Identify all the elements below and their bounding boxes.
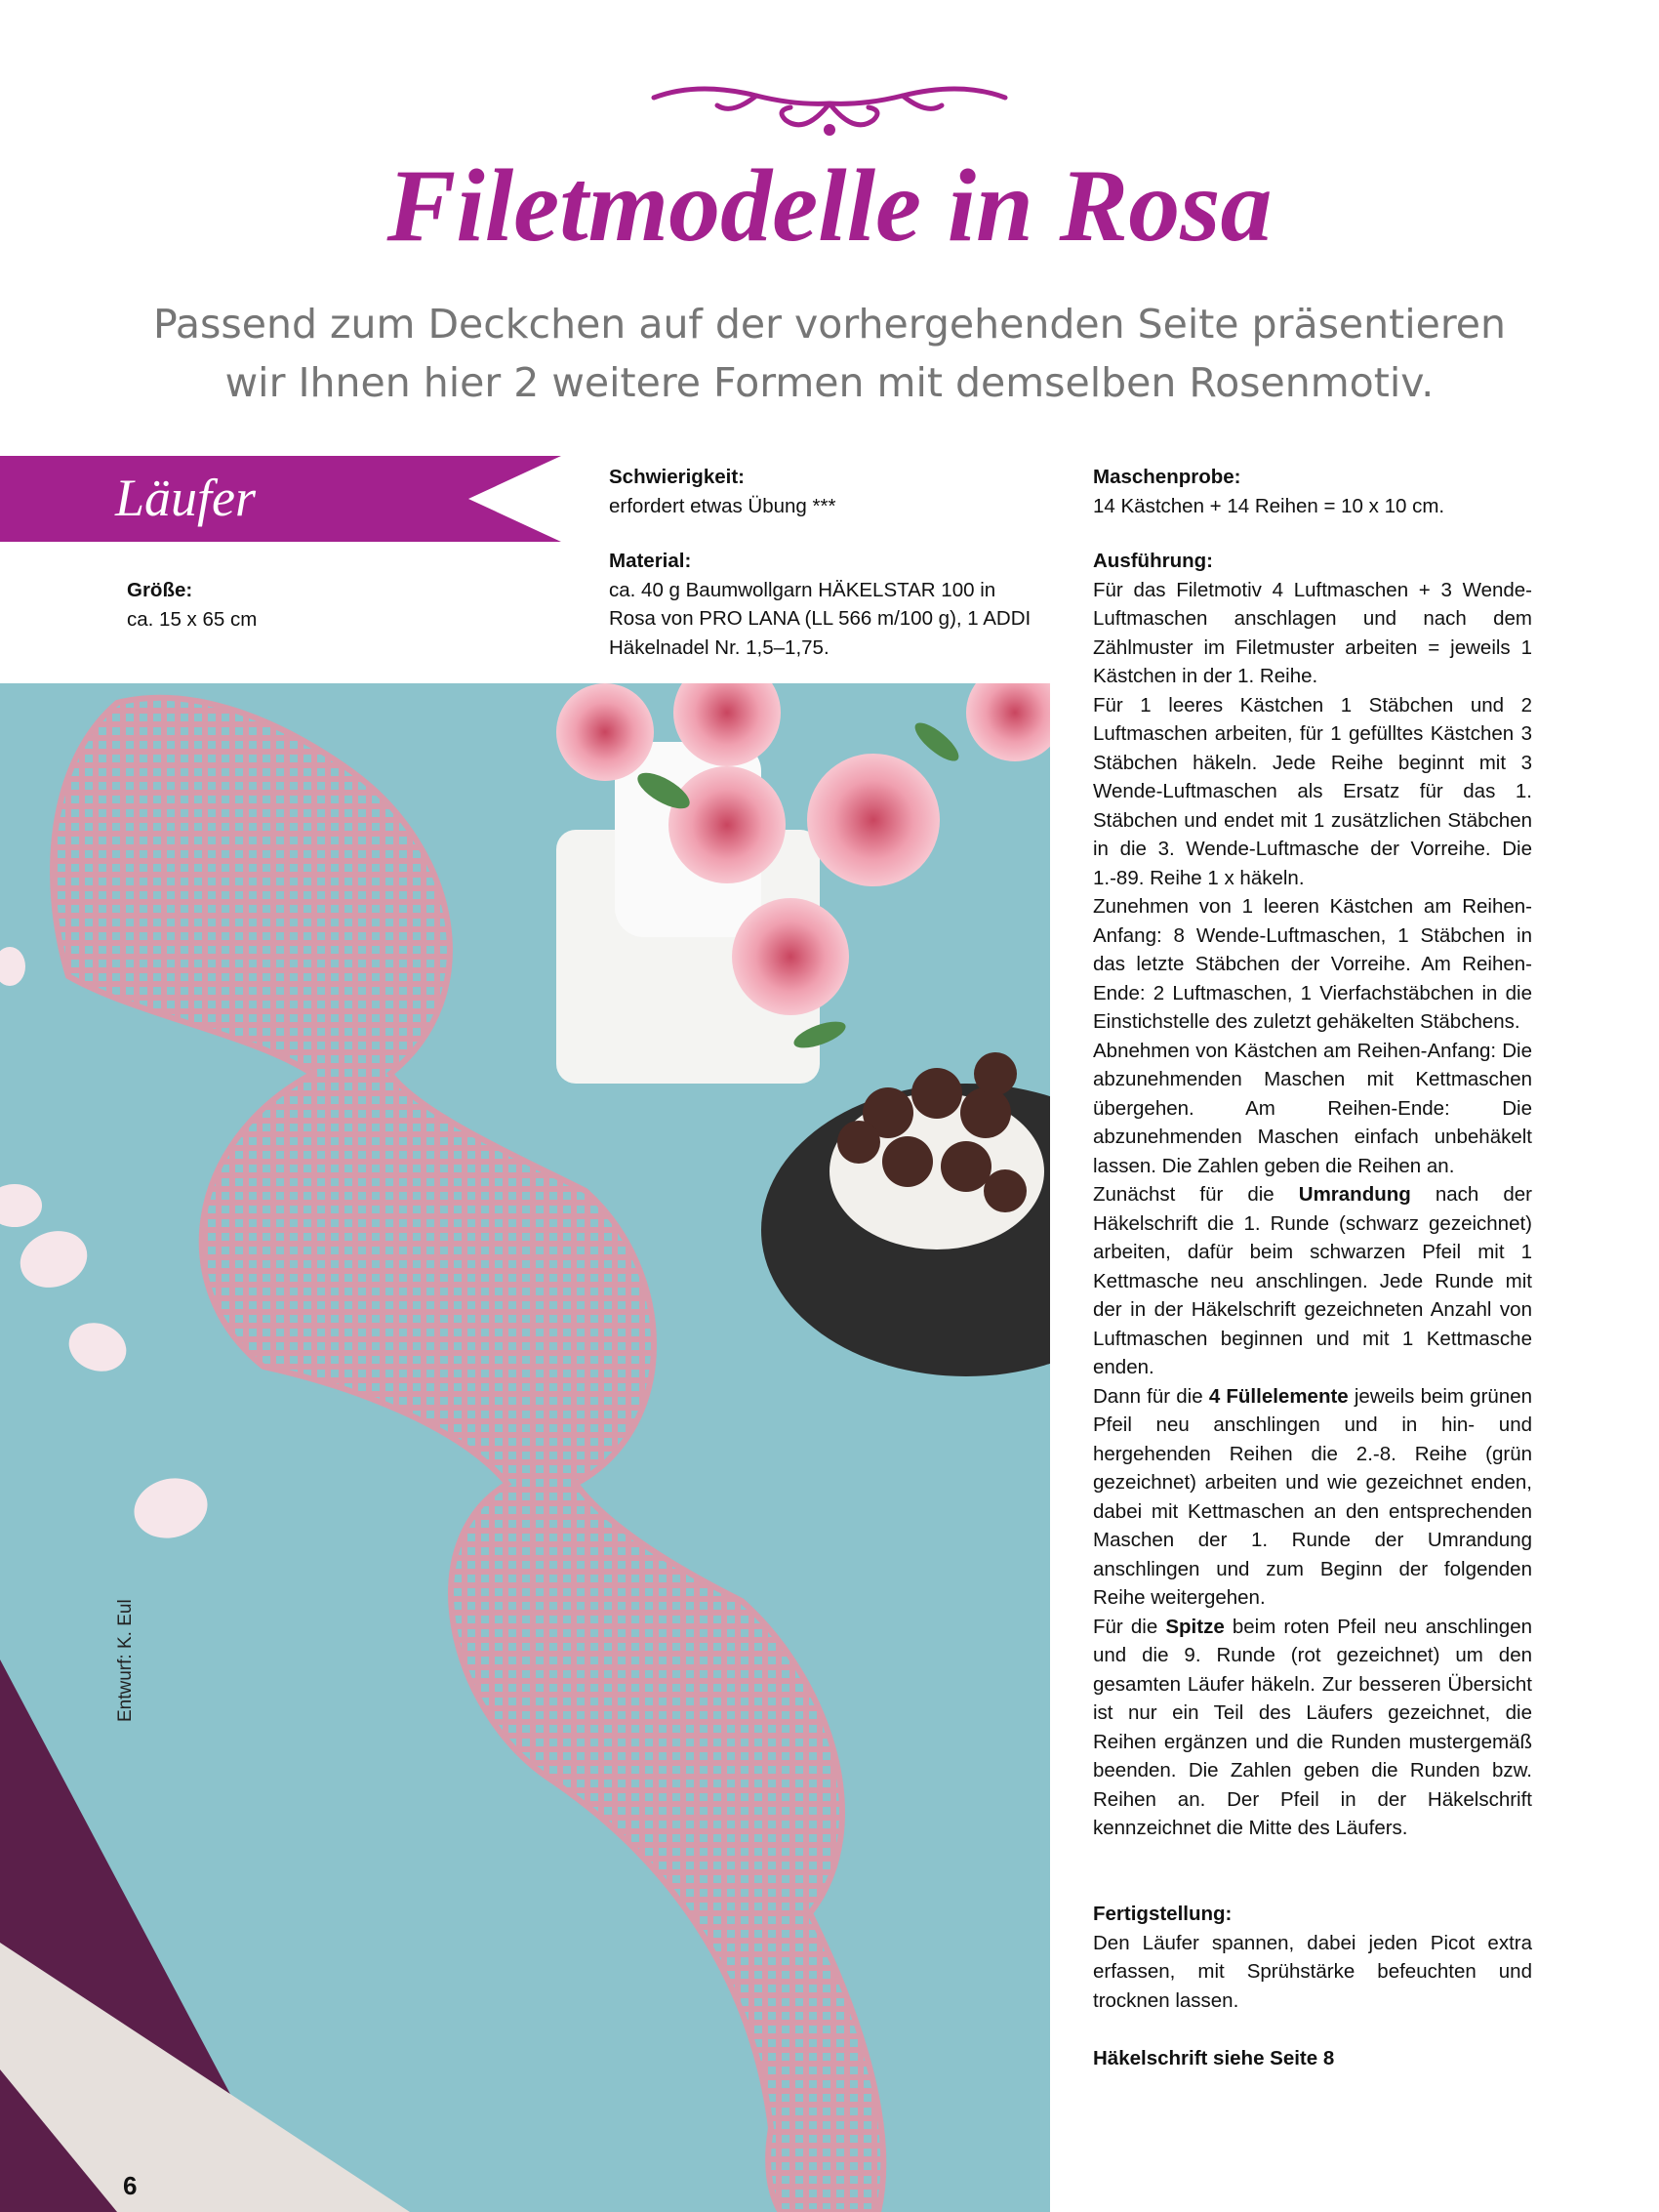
fuellelemente-term: 4 Füllelemente	[1208, 1384, 1349, 1408]
ausfuehrung-heading: Ausführung:	[1093, 550, 1213, 572]
groesse-heading: Größe:	[127, 579, 193, 601]
material-block	[609, 547, 1050, 662]
material-line-3: Häkelnadel Nr. 1,5–1,75.	[609, 635, 830, 659]
material-line-1: ca. 40 g Baumwollgarn HÄKELSTAR 100 in	[609, 578, 996, 601]
maschenprobe-heading: Maschenprobe:	[1093, 466, 1241, 488]
fertigstellung-value: Den Läufer spannen, dabei jeden Picot extra erfassen, mit Sprühstärke befeuchten und trocknen lassen.	[1093, 1931, 1532, 2012]
section-banner	[0, 456, 561, 542]
ausfuehrung-paragraph: Zunächst für die Umrandung nach der Häkelschrift die 1. Runde (schwarz gezeichnet) arbeiten, dafür beim schwarzen Pfeil mit 1 Kettmasche neu anschlingen. Jede Runde mit der in der Häkelschrift gezeichneten Anzahl von Luftmaschen beginnen und mit 1 Kettmasche enden.	[1093, 1183, 1532, 1378]
maschenprobe-value: 14 Kästchen + 14 Reihen = 10 x 10 cm.	[1093, 494, 1445, 517]
section-banner-label: Läufer	[115, 469, 257, 527]
material-line-2: Rosa von PRO LANA (LL 566 m/100 g), 1 ADDI	[609, 607, 1032, 630]
intro-line-2: wir Ihnen hier 2 weitere Formen mit demselben Rosenmotiv.	[224, 359, 1435, 406]
maschenprobe-block	[1093, 463, 1532, 520]
groesse-block	[127, 576, 420, 634]
schwierigkeit-block	[609, 463, 1050, 520]
groesse-value: ca. 15 x 65 cm	[127, 607, 258, 631]
intro-text	[0, 295, 1659, 412]
ausfuehrung-paragraph: Für das Filetmotiv 4 Luftmaschen + 3 Wende-Luftmaschen anschlagen und nach dem Zählmuster im Filetmuster arbeiten = jeweils 1 Kästchen in der 1. Reihe.	[1093, 578, 1532, 687]
ausfuehrung-paragraph: Zunehmen von 1 leeren Kästchen am Reihen-Anfang: 8 Wende-Luftmaschen, 1 Stäbchen in das letzte Stäbchen der Vorreihe. Am Reihen-Ende: 2 Luftmaschen, 1 Vierfachstäbchen in die Einstichstelle des zuletzt gehäkelten Stäbchens.	[1093, 895, 1532, 1033]
fertigstellung-heading: Fertigstellung:	[1093, 1903, 1233, 1925]
product-photo	[0, 683, 1050, 2212]
title-ornament	[639, 76, 1020, 144]
ausfuehrung-block	[1093, 547, 1532, 1843]
fertigstellung-block	[1093, 1900, 1532, 2015]
schwierigkeit-value: erfordert etwas Übung ***	[609, 494, 836, 517]
page-title: Filetmodelle in Rosa	[386, 148, 1273, 263]
ausfuehrung-paragraph: Abnehmen von Kästchen am Reihen-Anfang: Die abzunehmenden Maschen mit Kettmaschen übergehen. Am Reihen-Ende: Die abzunehmenden Maschen einfach unbehäkelt lassen. Die Zahlen geben die Reihen an.	[1093, 1039, 1532, 1177]
schwierigkeit-heading: Schwierigkeit:	[609, 466, 745, 488]
ausfuehrung-paragraph: Für 1 leeres Kästchen 1 Stäbchen und 2 Luftmaschen arbeiten, für 1 gefülltes Kästchen 3 Stäbchen häkeln. Jede Reihe beginnt mit 3 Wende-Luftmaschen als Ersatz für das 1. Stäbchen und endet mit 1 zusätzlichen Stäbchen in die 3. Wende-Luftmasche der Vorreihe. Die 1.-89. Reihe 1 x häkeln.	[1093, 693, 1532, 889]
ausfuehrung-paragraph: Für die Spitze beim roten Pfeil neu anschlingen und die 9. Runde (rot gezeichnet) um den gesamten Läufer häkeln. Zur besseren Übersicht ist nur ein Teil des Läufers gezeichnet, die Reihen ergänzen und die Runden mustergemäß beenden. Die Zahlen geben die Runden bzw. Reihen an. Der Pfeil in der Häkelschrift kennzeichnet die Mitte des Läufers.	[1093, 1615, 1533, 1839]
chart-reference: Häkelschrift siehe Seite 8	[1093, 2047, 1335, 2069]
page-number: 6	[123, 2171, 138, 2200]
ausfuehrung-paragraph: Dann für die 4 Füllelemente jeweils beim grünen Pfeil neu anschlingen und in hin- und hergehenden Reihen die 2.-8. Reihe (grün gezeichnet) arbeiten und wie gezeichnet enden, dabei mit Kettmaschen an den entsprechenden Maschen der 1. Runde der Umrandung anschlingen und zum Beginn der folgenden Reihe weitergehen.	[1093, 1384, 1533, 1609]
design-credit: Entwurf: K. Eul	[115, 1599, 136, 1722]
spitze-term: Spitze	[1165, 1615, 1225, 1638]
reference-block	[1093, 2044, 1532, 2073]
material-heading: Material:	[609, 550, 692, 572]
intro-line-1: Passend zum Deckchen auf der vorhergehenden Seite präsentieren	[153, 301, 1506, 348]
umrandung-term: Umrandung	[1298, 1183, 1411, 1206]
